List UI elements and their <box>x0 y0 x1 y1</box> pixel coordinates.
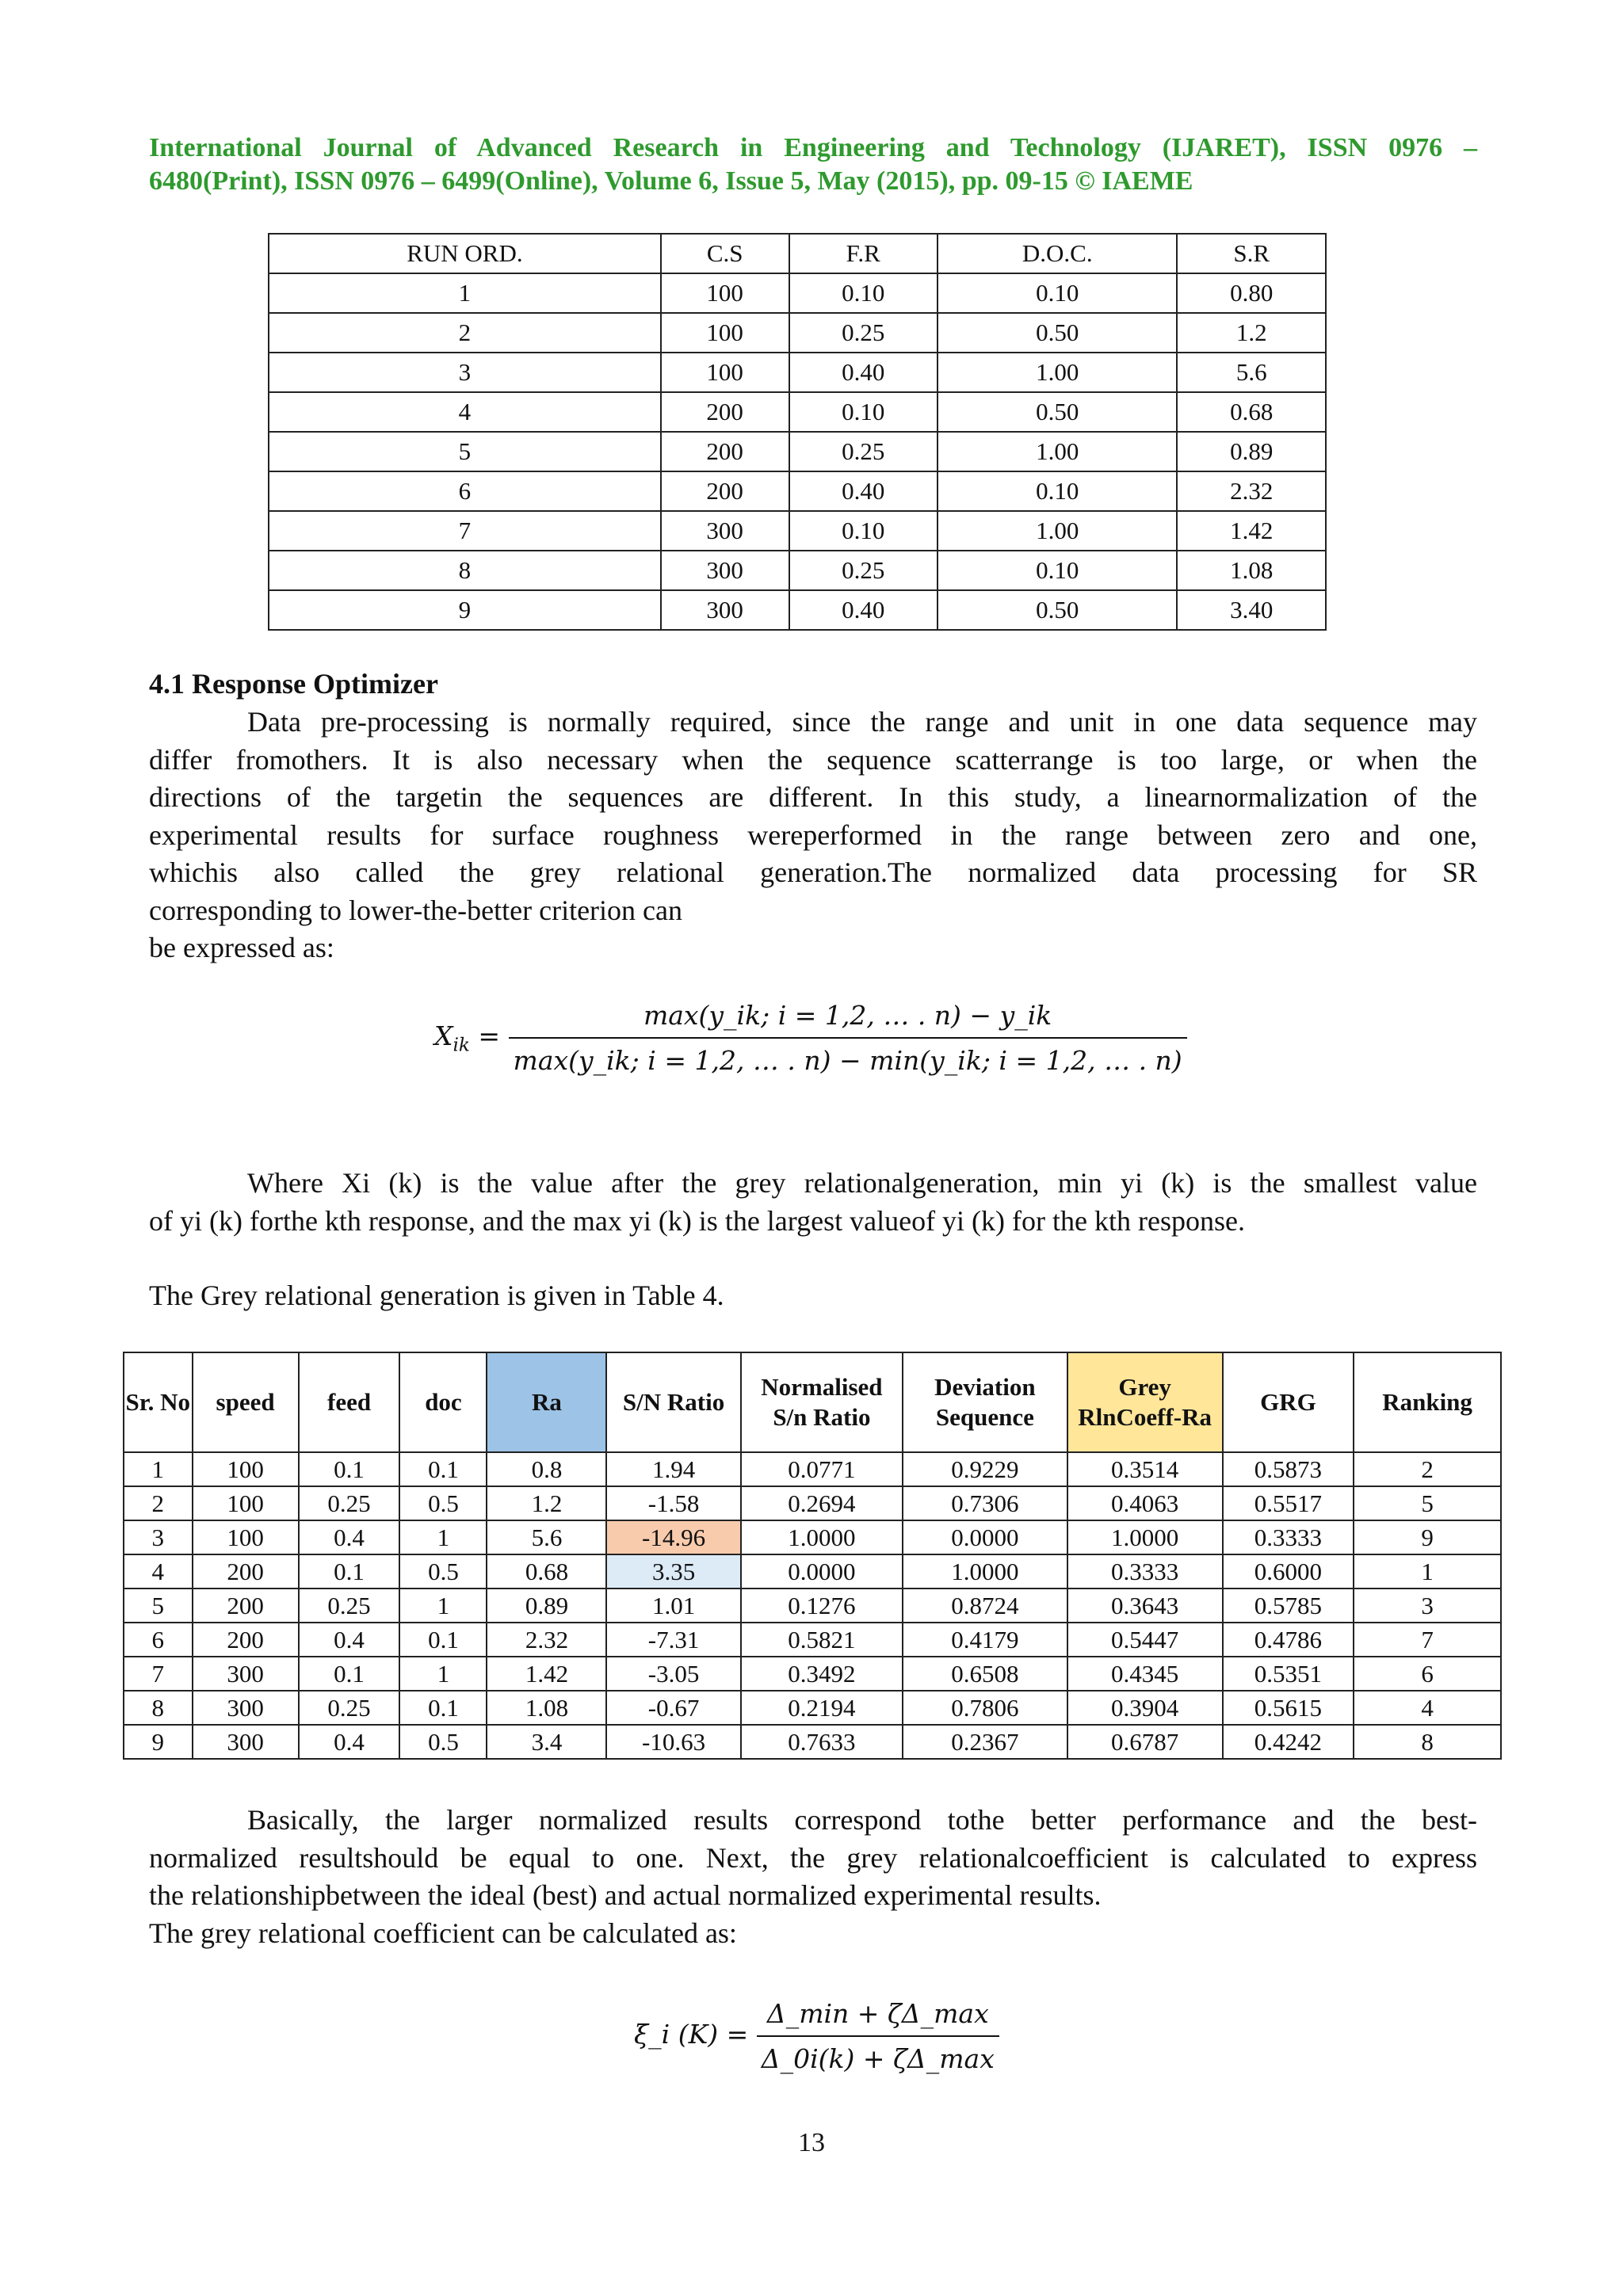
table-cell: 1.94 <box>606 1452 740 1486</box>
formula-fraction <box>757 1998 999 2074</box>
table-cell: 0.5 <box>399 1725 487 1759</box>
table-cell: 1.0000 <box>741 1520 903 1554</box>
formula-lhs: ξ_i (K) = <box>634 2019 749 2050</box>
table-cell: 0.3492 <box>741 1657 903 1691</box>
table-row <box>124 1554 1501 1589</box>
table-cell: 0.10 <box>938 471 1177 511</box>
formula-numerator: max(y_ik; i = 1,2, … . n) − y_ik <box>509 1000 1187 1039</box>
paragraph-line: of yi (k) forthe kth response, and the max yi (k) is the largest valueof yi (k) for the kth response. <box>149 1204 1245 1237</box>
table-cell: 4 <box>269 392 661 432</box>
header-cell: Sr. No <box>124 1352 193 1452</box>
header-cell: doc <box>399 1352 487 1452</box>
header-cell: D.O.C. <box>938 234 1177 273</box>
table-cell: 100 <box>661 313 789 353</box>
grey-coefficient-formula <box>634 1998 999 2074</box>
paragraph-where <box>149 1165 1477 1240</box>
table-cell: 6 <box>1354 1657 1501 1691</box>
table-cell: 6 <box>269 471 661 511</box>
table-cell: 0.40 <box>789 353 938 392</box>
paragraph-line: be expressed as: <box>149 932 334 963</box>
table-header-row <box>124 1352 1501 1452</box>
table-cell: 0.0000 <box>903 1520 1067 1554</box>
formula-denominator: Δ_0i(k) + ζΔ_max <box>761 2043 995 2074</box>
paragraph-line: whichis also called the grey relational generation.The normalized data processing for SR <box>149 856 1477 888</box>
page-number: 13 <box>798 2128 825 2157</box>
table-cell: 1.00 <box>938 353 1177 392</box>
experiment-table <box>268 233 1327 631</box>
table-cell: 300 <box>661 590 789 630</box>
paragraph-data-preprocessing <box>149 704 1477 967</box>
table-cell: 0.4242 <box>1223 1725 1354 1759</box>
table-cell: 0.4 <box>299 1725 400 1759</box>
table-cell: 7 <box>1354 1623 1501 1657</box>
header-cell: Normalised S/n Ratio <box>741 1352 903 1452</box>
table-cell: 200 <box>193 1554 299 1589</box>
table-cell: 0.1 <box>399 1623 487 1657</box>
table-cell: 5 <box>269 432 661 471</box>
table-cell: 0.4 <box>299 1520 400 1554</box>
table-cell: 0.7306 <box>903 1486 1067 1520</box>
table-cell: 0.5 <box>399 1554 487 1589</box>
header-cell: Ra <box>487 1352 606 1452</box>
table-cell: 0.6787 <box>1067 1725 1223 1759</box>
paragraph-line: The grey relational coefficient can be calculated as: <box>149 1917 737 1949</box>
table-cell: 1.00 <box>938 511 1177 551</box>
table-cell: 1 <box>269 273 661 313</box>
table-cell: 2.32 <box>1177 471 1326 511</box>
table-row <box>269 392 1326 432</box>
table-cell: -10.63 <box>606 1725 740 1759</box>
table-cell: 0.10 <box>789 273 938 313</box>
table-row <box>124 1486 1501 1520</box>
table-cell: 0.8 <box>487 1452 606 1486</box>
table-cell: 0.2694 <box>741 1486 903 1520</box>
table-cell: 2 <box>269 313 661 353</box>
table-cell: 3.40 <box>1177 590 1326 630</box>
table-cell: 8 <box>124 1691 193 1725</box>
table-cell: 0.8724 <box>903 1589 1067 1623</box>
table-cell: 0.6000 <box>1223 1554 1354 1589</box>
table-cell: 5 <box>124 1589 193 1623</box>
paragraph-line: corresponding to lower-the-better criterion can <box>149 894 682 926</box>
header-cell: Ranking <box>1354 1352 1501 1452</box>
table-cell: 1.0000 <box>1067 1520 1223 1554</box>
table-cell: 0.10 <box>938 551 1177 590</box>
table-cell: 1.08 <box>487 1691 606 1725</box>
header-cell: F.R <box>789 234 938 273</box>
table-cell: 1.42 <box>487 1657 606 1691</box>
table-cell: 0.40 <box>789 590 938 630</box>
table-row <box>124 1623 1501 1657</box>
table-row <box>124 1725 1501 1759</box>
table-cell: 0.1 <box>299 1554 400 1589</box>
table-cell: 0.5821 <box>741 1623 903 1657</box>
table-cell: 1 <box>399 1520 487 1554</box>
header-cell: RUN ORD. <box>269 234 661 273</box>
table-cell: 200 <box>661 392 789 432</box>
table-cell: 0.4063 <box>1067 1486 1223 1520</box>
header-cell: S/N Ratio <box>606 1352 740 1452</box>
table-cell: 0.2194 <box>741 1691 903 1725</box>
table-cell: 3.4 <box>487 1725 606 1759</box>
table-row <box>269 313 1326 353</box>
table-cell: 0.1 <box>399 1452 487 1486</box>
table-row <box>269 353 1326 392</box>
table-cell: 6 <box>124 1623 193 1657</box>
table-cell: 0.5517 <box>1223 1486 1354 1520</box>
table-cell: 0.80 <box>1177 273 1326 313</box>
table-cell: 5.6 <box>487 1520 606 1554</box>
table-header-row <box>269 234 1326 273</box>
table-cell: 0.25 <box>299 1589 400 1623</box>
table-cell: 0.1 <box>399 1691 487 1725</box>
table-row <box>269 432 1326 471</box>
table-cell-highlight: 3.35 <box>606 1554 740 1589</box>
formula-denominator: max(y_ik; i = 1,2, … . n) − min(y_ik; i = 1,2, … . n) <box>513 1045 1182 1076</box>
table-cell: 0.0771 <box>741 1452 903 1486</box>
table-cell: 0.5 <box>399 1486 487 1520</box>
table-cell: 0.1 <box>299 1657 400 1691</box>
table-row <box>269 471 1326 511</box>
normalization-formula <box>434 1000 1187 1076</box>
table-cell: 0.50 <box>938 313 1177 353</box>
header-cell: C.S <box>661 234 789 273</box>
table-cell: 0.89 <box>1177 432 1326 471</box>
table-cell: 1.01 <box>606 1589 740 1623</box>
table-cell: 0.3514 <box>1067 1452 1223 1486</box>
table-cell: 100 <box>193 1452 299 1486</box>
table-row <box>124 1691 1501 1725</box>
table-cell: 0.4 <box>299 1623 400 1657</box>
table-cell: 1.0000 <box>903 1554 1067 1589</box>
table-cell: 0.40 <box>789 471 938 511</box>
table-cell: 1 <box>399 1657 487 1691</box>
table-row <box>269 511 1326 551</box>
paragraph-line: Where Xi (k) is the value after the grey relationalgeneration, min yi (k) is the smallest value <box>247 1167 1477 1199</box>
table-row <box>124 1452 1501 1486</box>
table-cell: 1 <box>124 1452 193 1486</box>
formula-lhs: $X_{ik}$ = <box>434 1020 509 1056</box>
table-cell: 0.5785 <box>1223 1589 1354 1623</box>
paragraph-line: experimental results for surface roughness wereperformed in the range between zero and one, <box>149 818 1477 851</box>
table-cell: 300 <box>193 1691 299 1725</box>
table-cell: 0.3333 <box>1067 1554 1223 1589</box>
table-cell: 200 <box>661 432 789 471</box>
table-cell: 0.7806 <box>903 1691 1067 1725</box>
table-cell: 1.08 <box>1177 551 1326 590</box>
header-cell: Deviation Sequence <box>903 1352 1067 1452</box>
table-cell: 4 <box>124 1554 193 1589</box>
table-cell: 0.5447 <box>1067 1623 1223 1657</box>
table-cell: 2.32 <box>487 1623 606 1657</box>
journal-header <box>149 132 1477 198</box>
table-cell: 1.00 <box>938 432 1177 471</box>
formula-fraction <box>509 1000 1187 1076</box>
paragraph-grey-coefficient <box>149 1802 1477 1952</box>
table-cell: 300 <box>661 511 789 551</box>
table-cell: 100 <box>193 1520 299 1554</box>
table-cell: 0.9229 <box>903 1452 1067 1486</box>
table-cell: -0.67 <box>606 1691 740 1725</box>
table-cell: 9 <box>269 590 661 630</box>
paragraph-line: differ fromothers. It is also necessary when the sequence scatterrange is too large, or when the <box>149 743 1477 776</box>
table-cell: -1.58 <box>606 1486 740 1520</box>
table-cell: 2 <box>1354 1452 1501 1486</box>
paragraph-line: Data pre-processing is normally required, since the range and unit in one data sequence may <box>247 706 1477 738</box>
header-cell: GRG <box>1223 1352 1354 1452</box>
table-cell: 300 <box>193 1725 299 1759</box>
table-cell: 0.50 <box>938 392 1177 432</box>
table-cell: -7.31 <box>606 1623 740 1657</box>
paragraph-line: The Grey relational generation is given in Table 4. <box>149 1280 724 1311</box>
paragraph-line: the relationshipbetween the ideal (best) and actual normalized experimental results. <box>149 1879 1102 1911</box>
grey-relational-table <box>123 1352 1502 1760</box>
header-cell: Grey RlnCoeff-Ra <box>1067 1352 1223 1452</box>
table-cell: 0.89 <box>487 1589 606 1623</box>
table-cell: 7 <box>124 1657 193 1691</box>
table-cell: 0.3643 <box>1067 1589 1223 1623</box>
table-cell: 5.6 <box>1177 353 1326 392</box>
table-cell: 300 <box>193 1657 299 1691</box>
table-cell: 200 <box>661 471 789 511</box>
table-cell: 1 <box>399 1589 487 1623</box>
table-cell: 0.3333 <box>1223 1520 1354 1554</box>
table-cell: 0.25 <box>299 1486 400 1520</box>
table-cell: 0.0000 <box>741 1554 903 1589</box>
paragraph-table-intro <box>149 1277 1477 1315</box>
table-cell: 3 <box>269 353 661 392</box>
table-cell: 0.25 <box>789 551 938 590</box>
table-cell: 0.4786 <box>1223 1623 1354 1657</box>
table-row <box>124 1520 1501 1554</box>
table-cell: 0.5351 <box>1223 1657 1354 1691</box>
section-title: 4.1 Response Optimizer <box>149 668 438 700</box>
table-cell: 0.4345 <box>1067 1657 1223 1691</box>
table-cell: 0.4179 <box>903 1623 1067 1657</box>
header-line-1: International Journal of Advanced Research in Engineering and Technology (IJARET), ISSN 0976 – <box>149 133 1477 162</box>
paragraph-line: directions of the targetin the sequences are different. In this study, a linearnormalization of the <box>149 781 1477 813</box>
table-cell: 100 <box>661 273 789 313</box>
paragraph-line: normalized resultshould be equal to one. Next, the grey relationalcoefficient is calculated to express <box>149 1841 1477 1874</box>
table-row <box>269 590 1326 630</box>
table-cell: 0.5615 <box>1223 1691 1354 1725</box>
table-cell: 100 <box>661 353 789 392</box>
table-cell: 9 <box>124 1725 193 1759</box>
table-cell: 0.10 <box>938 273 1177 313</box>
header-cell: speed <box>193 1352 299 1452</box>
table-cell-highlight: -14.96 <box>606 1520 740 1554</box>
table-cell: 0.2367 <box>903 1725 1067 1759</box>
table-cell: 0.5873 <box>1223 1452 1354 1486</box>
table-row <box>124 1657 1501 1691</box>
table-cell: 0.6508 <box>903 1657 1067 1691</box>
table-cell: 4 <box>1354 1691 1501 1725</box>
table-cell: 0.10 <box>789 511 938 551</box>
table-cell: 8 <box>269 551 661 590</box>
table-cell: 0.50 <box>938 590 1177 630</box>
table-cell: 0.25 <box>789 432 938 471</box>
table-row <box>269 273 1326 313</box>
header-line-2: 6480(Print), ISSN 0976 – 6499(Online), Volume 6, Issue 5, May (2015), pp. 09-15 © IAEME <box>149 166 1193 196</box>
table-cell: 0.25 <box>789 313 938 353</box>
table-cell: 9 <box>1354 1520 1501 1554</box>
table-cell: 300 <box>661 551 789 590</box>
table-cell: 7 <box>269 511 661 551</box>
table-cell: 8 <box>1354 1725 1501 1759</box>
table-cell: 100 <box>193 1486 299 1520</box>
table-cell: 1.2 <box>487 1486 606 1520</box>
table-cell: 0.7633 <box>741 1725 903 1759</box>
header-cell: feed <box>299 1352 400 1452</box>
table-cell: -3.05 <box>606 1657 740 1691</box>
table-cell: 0.3904 <box>1067 1691 1223 1725</box>
header-cell: S.R <box>1177 234 1326 273</box>
table-cell: 1.42 <box>1177 511 1326 551</box>
table-cell: 5 <box>1354 1486 1501 1520</box>
table-cell: 1 <box>1354 1554 1501 1589</box>
table-cell: 1.2 <box>1177 313 1326 353</box>
table-cell: 2 <box>124 1486 193 1520</box>
table-cell: 200 <box>193 1589 299 1623</box>
table-cell: 0.68 <box>1177 392 1326 432</box>
formula-numerator: Δ_min + ζΔ_max <box>757 1998 999 2037</box>
table-cell: 0.10 <box>789 392 938 432</box>
table-cell: 200 <box>193 1623 299 1657</box>
table-cell: 0.68 <box>487 1554 606 1589</box>
table-cell: 3 <box>124 1520 193 1554</box>
table-row <box>269 551 1326 590</box>
table-row <box>124 1589 1501 1623</box>
paragraph-line: Basically, the larger normalized results correspond tothe better performance and the best- <box>247 1804 1477 1836</box>
table-cell: 0.25 <box>299 1691 400 1725</box>
table-cell: 0.1 <box>299 1452 400 1486</box>
table-cell: 0.1276 <box>741 1589 903 1623</box>
table-cell: 3 <box>1354 1589 1501 1623</box>
